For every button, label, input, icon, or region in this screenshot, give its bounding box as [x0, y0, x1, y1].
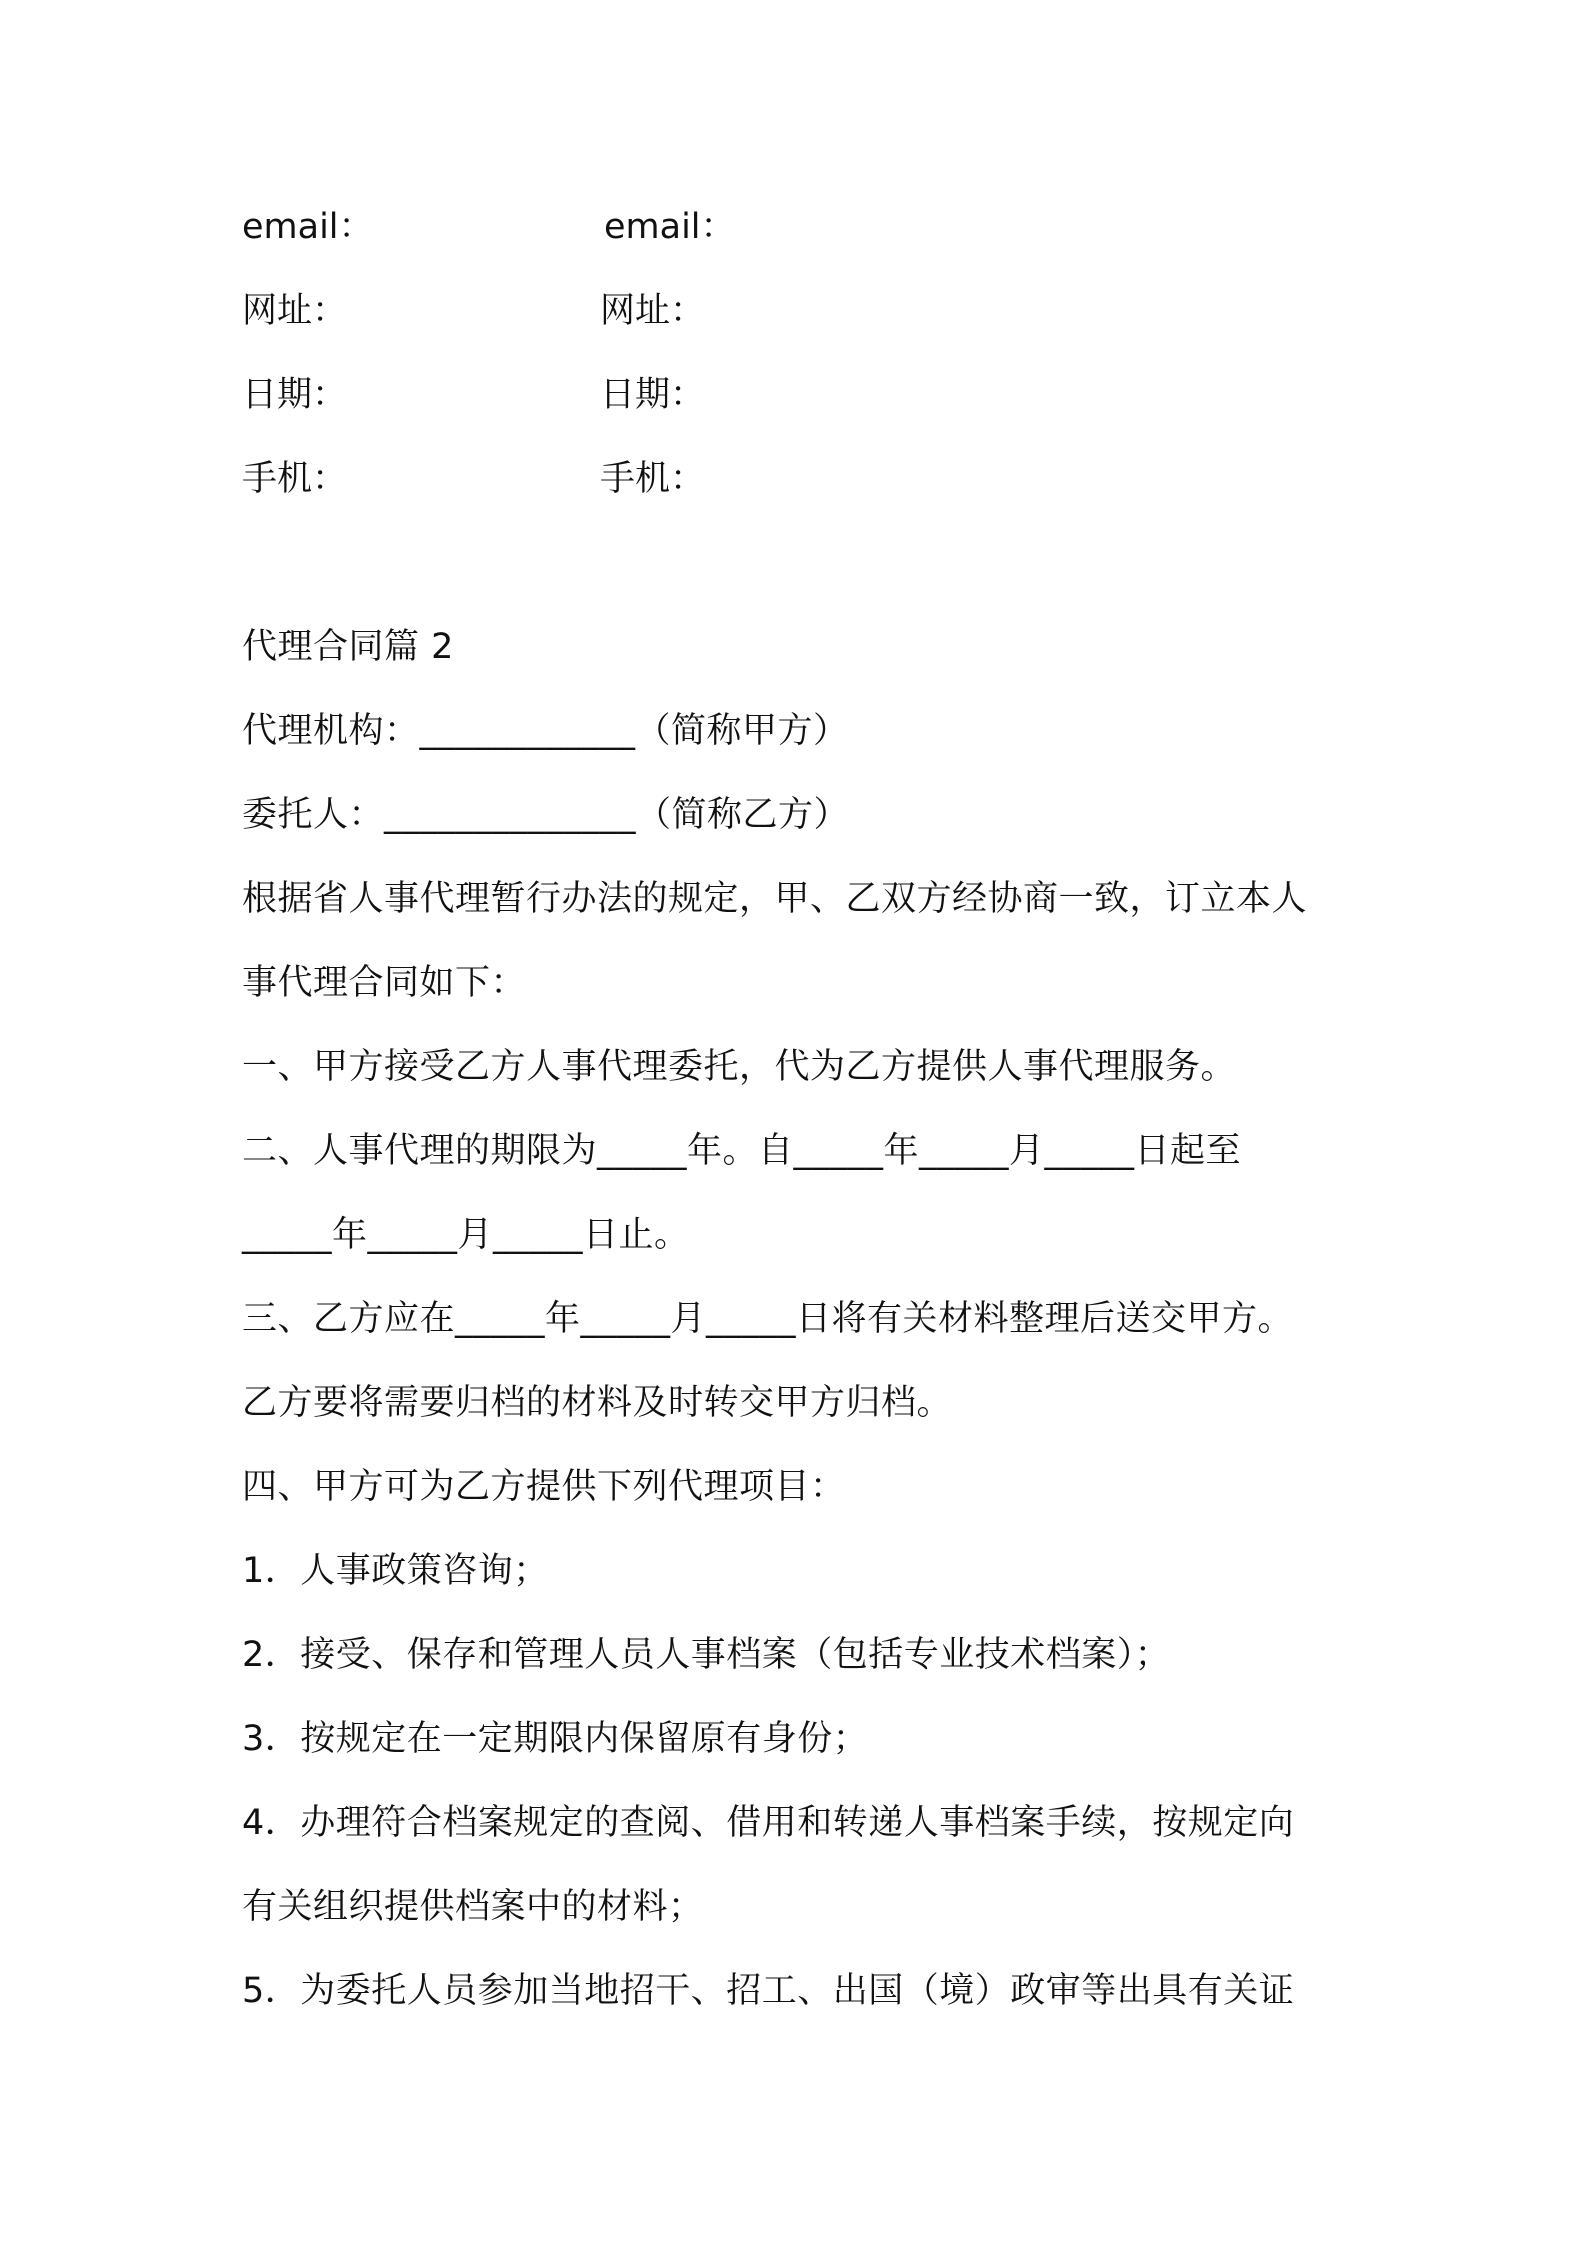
item-1: 1．人事政策咨询； — [242, 1551, 549, 1591]
agency-line: 代理机构：____________（简称甲方） — [242, 711, 849, 751]
item-2: 2．接受、保存和管理人员人事档案（包括专业技术档案）； — [242, 1635, 1171, 1675]
contact-row-mobile — [242, 449, 1342, 509]
preamble-line-2: 事代理合同如下： — [242, 963, 527, 1003]
party-b-date-label: 日期： — [600, 375, 706, 415]
party-a-date-label: 日期： — [242, 375, 348, 415]
clause-2-line-2: _____年_____月_____日止。 — [242, 1215, 690, 1255]
principal-line: 委托人：______________（简称乙方） — [242, 795, 850, 835]
item-4-line-1: 4．办理符合档案规定的查阅、借用和转递人事档案手续，按规定向 — [242, 1803, 1295, 1843]
party-a-mobile-label: 手机： — [242, 459, 348, 499]
party-b-website-label: 网址： — [600, 291, 706, 331]
clause-2-line-1: 二、人事代理的期限为_____年。自_____年_____月_____日起至 — [242, 1131, 1242, 1171]
clause-3-line-1: 三、乙方应在_____年_____月_____日将有关材料整理后送交甲方。 — [242, 1299, 1294, 1339]
contact-row-date — [242, 365, 1342, 425]
contact-row-website — [242, 281, 1342, 341]
party-b-mobile-label: 手机： — [600, 459, 706, 499]
item-4-line-2: 有关组织提供档案中的材料； — [242, 1887, 704, 1927]
preamble-line-1: 根据省人事代理暂行办法的规定，甲、乙双方经协商一致，订立本人 — [242, 879, 1308, 919]
contact-row-email — [242, 197, 1342, 257]
party-a-email-label: email： — [242, 207, 374, 247]
item-3: 3．按规定在一定期限内保留原有身份； — [242, 1719, 869, 1759]
clause-3-line-2: 乙方要将需要归档的材料及时转交甲方归档。 — [242, 1383, 953, 1423]
clause-1: 一、甲方接受乙方人事代理委托，代为乙方提供人事代理服务。 — [242, 1047, 1237, 1087]
clause-4-heading: 四、甲方可为乙方提供下列代理项目： — [242, 1467, 846, 1507]
item-5-line-1: 5．为委托人员参加当地招干、招工、出国（境）政审等出具有关证 — [242, 1971, 1295, 2011]
section-title: 代理合同篇 2 — [242, 627, 454, 667]
party-a-website-label: 网址： — [242, 291, 348, 331]
party-b-email-label: email： — [604, 207, 736, 247]
